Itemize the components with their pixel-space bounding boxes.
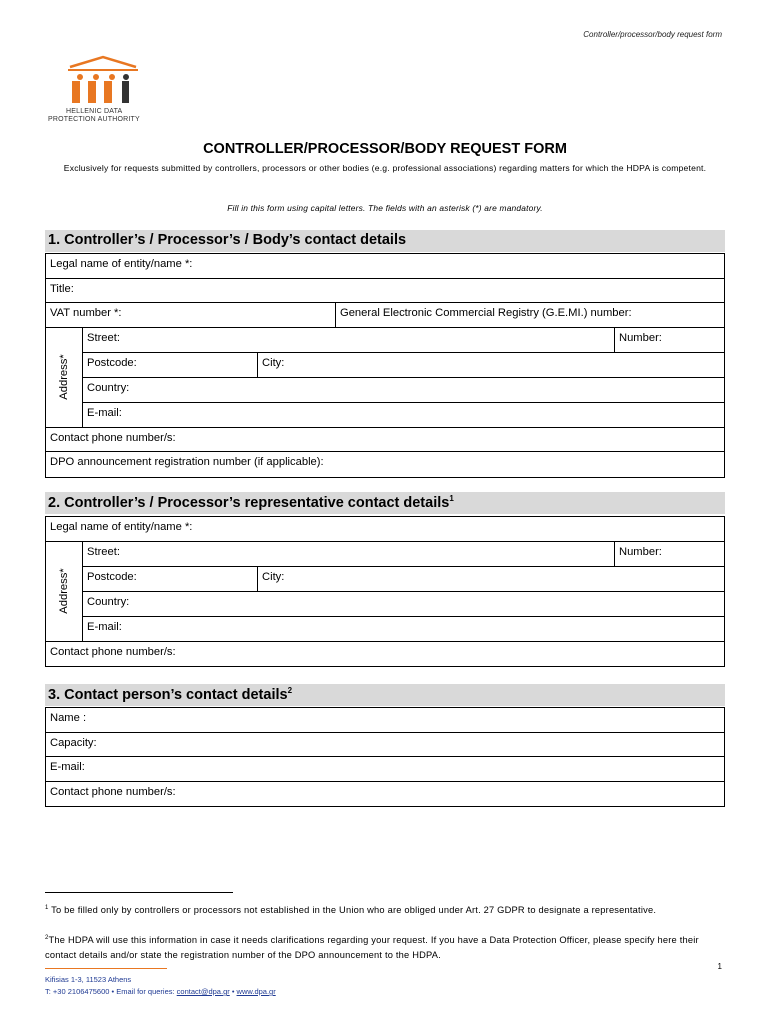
- s1-gemi-label[interactable]: General Electronic Commercial Registry (G.E.MI.) number:: [335, 303, 632, 327]
- footer-separator: •: [229, 987, 237, 996]
- s1-street-row[interactable]: [83, 328, 724, 353]
- section1-table: [45, 253, 725, 478]
- s2-email-label: E-mail:: [87, 620, 122, 633]
- footnote-1-mark: 1: [45, 905, 49, 911]
- s2-country-row[interactable]: [83, 592, 724, 617]
- footer-phone: T: +30 2106475600 • Email for queries:: [45, 987, 177, 996]
- footnote-2: [45, 931, 727, 963]
- section3-title: 3. Contact person’s contact details$^2$: [48, 686, 293, 703]
- footnote-2-mark: 2: [45, 935, 49, 941]
- logo-text-line2: PROTECTION AUTHORITY: [48, 116, 140, 123]
- document-label: Controller/processor/body request form: [583, 30, 722, 39]
- s3-capacity-label: Capacity:: [50, 736, 97, 749]
- s2-phone-label: Contact phone number/s:: [50, 645, 176, 658]
- s1-legal-name-label: Legal name of entity/name *:: [50, 258, 193, 270]
- s1-postcode-label: Postcode:: [87, 356, 137, 369]
- s3-email-label: E-mail:: [50, 761, 85, 773]
- form-instructions: Fill in this form using capital letters. The fields with an asterisk (*) are mandatory.: [227, 203, 543, 213]
- form-title: CONTROLLER/PROCESSOR/BODY REQUEST FORM: [203, 141, 567, 157]
- logo-text: [48, 108, 140, 124]
- footer-website-link[interactable]: www.dpa.gr: [236, 987, 276, 996]
- s2-number-label[interactable]: Number:: [614, 542, 662, 566]
- s2-email-row[interactable]: [83, 617, 724, 642]
- s1-city-label[interactable]: City:: [257, 353, 284, 377]
- s2-address-block: [46, 542, 724, 642]
- s2-legal-name-label: Legal name of entity/name *:: [50, 521, 193, 533]
- s1-legal-name-row[interactable]: [46, 254, 724, 279]
- s2-country-label: Country:: [87, 595, 130, 608]
- s1-number-label[interactable]: Number:: [614, 328, 662, 352]
- s1-phone-label: Contact phone number/s:: [50, 431, 176, 444]
- footer: [45, 974, 276, 998]
- footer-divider: [45, 968, 167, 969]
- section1-title: 1. Controller’s / Processor’s / Body’s contact details: [48, 232, 407, 248]
- page-number: 1: [717, 962, 722, 971]
- s2-phone-row[interactable]: [46, 642, 724, 667]
- s2-postcode-label: Postcode:: [87, 570, 137, 583]
- s3-capacity-row[interactable]: [46, 733, 724, 758]
- section1-heading: [45, 230, 725, 252]
- s1-address-label: Address*: [58, 354, 70, 400]
- s1-country-label: Country:: [87, 381, 130, 394]
- footnote-divider: [45, 892, 233, 893]
- footer-address: Kifisias 1-3, 11523 Athens: [45, 975, 132, 984]
- s2-postcode-row[interactable]: [83, 567, 724, 592]
- s2-city-label[interactable]: City:: [257, 567, 284, 591]
- s3-name-row[interactable]: [46, 708, 724, 733]
- s1-vat-label: VAT number *:: [50, 307, 122, 319]
- section3-heading: [45, 684, 725, 706]
- s1-title-label: Title:: [50, 282, 74, 295]
- s1-vat-row[interactable]: [46, 303, 724, 328]
- footer-contact: [45, 986, 276, 998]
- s2-address-label: Address*: [58, 568, 70, 614]
- s1-phone-row[interactable]: [46, 428, 724, 453]
- section3-table: [45, 707, 725, 807]
- footnote-1: [45, 901, 727, 918]
- s1-title-row[interactable]: [46, 279, 724, 304]
- footnote-2-text: The HDPA will use this information in case it needs clarifications regarding your request. If you have a Data Protection Officer, please specify here their contact details and/or state the registration number of the DPO announcement to the HDPA.: [45, 935, 699, 961]
- s1-dpo-label: DPO announcement registration number (if applicable):: [50, 456, 324, 468]
- logo-text-line1: HELLENIC DATA: [66, 108, 123, 115]
- section2-table: [45, 516, 725, 667]
- form-intro: Exclusively for requests submitted by controllers, processors or other bodies (e.g. professional associations) regarding matters for which the HDPA is competent.: [63, 163, 707, 173]
- s1-email-label: E-mail:: [87, 406, 122, 419]
- s2-street-label: Street:: [87, 545, 120, 558]
- s3-name-label: Name :: [50, 712, 87, 724]
- section2-title: 2. Controller’s / Processor’s representative contact details$^1$: [48, 494, 454, 511]
- footer-email-link[interactable]: contact@dpa.gr: [176, 987, 230, 996]
- s2-legal-name-row[interactable]: [46, 517, 724, 542]
- s3-phone-row[interactable]: [46, 782, 724, 807]
- section2-heading: [45, 492, 725, 514]
- s1-country-row[interactable]: [83, 378, 724, 403]
- s1-postcode-row[interactable]: [83, 353, 724, 378]
- footnote-1-text: To be filled only by controllers or processors not established in the Union who are obliged under Art. 27 GDPR to designate a representative.: [51, 905, 657, 916]
- s1-email-row[interactable]: [83, 403, 724, 428]
- s1-dpo-row[interactable]: [46, 452, 724, 477]
- s3-phone-label: Contact phone number/s:: [50, 785, 176, 798]
- s1-address-block: [46, 328, 724, 428]
- s2-street-row[interactable]: [83, 542, 724, 567]
- s1-street-label: Street:: [87, 331, 120, 344]
- s3-email-row[interactable]: [46, 757, 724, 782]
